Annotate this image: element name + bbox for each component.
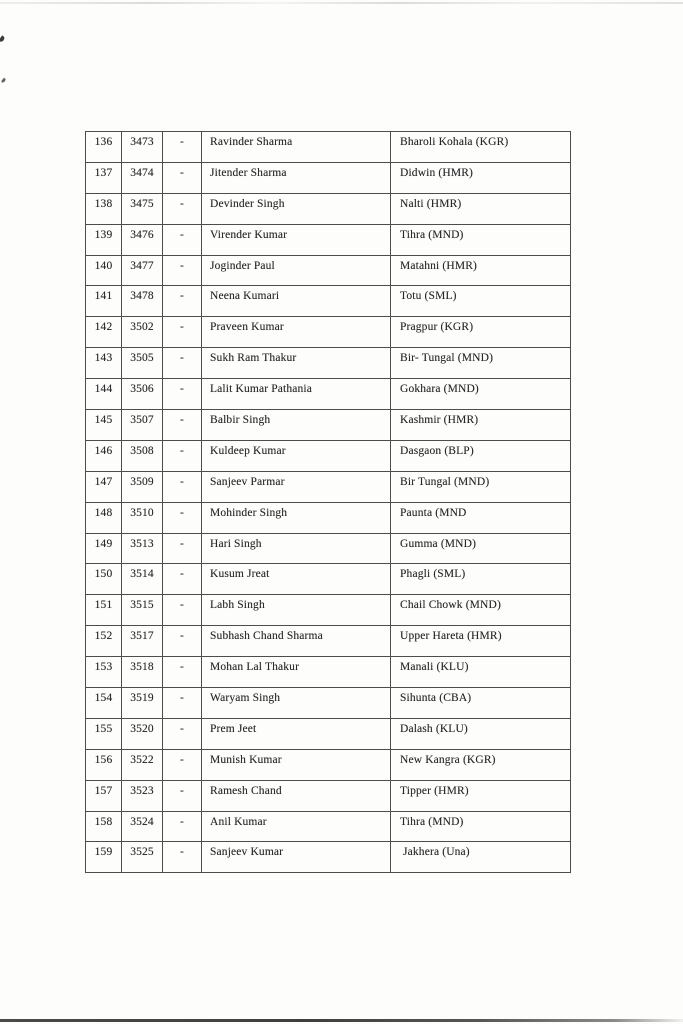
serial-number-cell: 144 xyxy=(86,379,122,410)
separator-cell: - xyxy=(163,564,202,595)
serial-number-cell: 150 xyxy=(86,564,122,595)
station-cell: Gokhara (MND) xyxy=(391,379,571,410)
station-cell: Paunta (MND xyxy=(391,502,571,533)
separator-cell: - xyxy=(163,626,202,657)
person-name-cell: Mohan Lal Thakur xyxy=(202,657,391,688)
person-name-cell: Kusum Jreat xyxy=(202,564,391,595)
roll-number-cell: 3478 xyxy=(122,286,163,317)
scan-speck xyxy=(1,78,7,84)
person-name-cell: Munish Kumar xyxy=(202,749,391,780)
table-row xyxy=(86,440,571,471)
person-name-cell: Jitender Sharma xyxy=(202,162,391,193)
table-row xyxy=(86,595,571,626)
serial-number-cell: 153 xyxy=(86,657,122,688)
roll-number-cell: 3507 xyxy=(122,410,163,441)
serial-number-cell: 155 xyxy=(86,718,122,749)
serial-number-cell: 142 xyxy=(86,317,122,348)
person-name-cell: Ramesh Chand xyxy=(202,780,391,811)
serial-number-cell: 140 xyxy=(86,255,122,286)
separator-cell: - xyxy=(163,718,202,749)
roll-number-cell: 3476 xyxy=(122,224,163,255)
serial-number-cell: 148 xyxy=(86,502,122,533)
table-body xyxy=(86,132,571,873)
station-cell: Dasgaon (BLP) xyxy=(391,440,571,471)
separator-cell: - xyxy=(163,533,202,564)
station-cell: Bir Tungal (MND) xyxy=(391,471,571,502)
separator-cell: - xyxy=(163,780,202,811)
serial-number-cell: 139 xyxy=(86,224,122,255)
serial-number-cell: 149 xyxy=(86,533,122,564)
person-name-cell: Anil Kumar xyxy=(202,811,391,842)
table-row xyxy=(86,657,571,688)
serial-number-cell: 151 xyxy=(86,595,122,626)
serial-number-cell: 152 xyxy=(86,626,122,657)
roll-number-cell: 3519 xyxy=(122,688,163,719)
separator-cell: - xyxy=(163,688,202,719)
serial-number-cell: 147 xyxy=(86,471,122,502)
separator-cell: - xyxy=(163,502,202,533)
separator-cell: - xyxy=(163,842,202,873)
scan-top-edge-smudge xyxy=(0,2,683,4)
station-cell: Bir- Tungal (MND) xyxy=(391,348,571,379)
table-row xyxy=(86,348,571,379)
station-cell: Tihra (MND) xyxy=(391,224,571,255)
station-cell: Bharoli Kohala (KGR) xyxy=(391,132,571,163)
scan-speck xyxy=(0,35,5,42)
serial-number-cell: 137 xyxy=(86,162,122,193)
roll-number-cell: 3523 xyxy=(122,780,163,811)
station-cell: Pragpur (KGR) xyxy=(391,317,571,348)
separator-cell: - xyxy=(163,255,202,286)
station-cell: Dalash (KLU) xyxy=(391,718,571,749)
table-row xyxy=(86,688,571,719)
person-name-cell: Labh Singh xyxy=(202,595,391,626)
table-row xyxy=(86,564,571,595)
station-cell: Upper Hareta (HMR) xyxy=(391,626,571,657)
station-cell: New Kangra (KGR) xyxy=(391,749,571,780)
separator-cell: - xyxy=(163,132,202,163)
roll-number-cell: 3513 xyxy=(122,533,163,564)
roll-number-cell: 3475 xyxy=(122,193,163,224)
roll-number-cell: 3525 xyxy=(122,842,163,873)
scan-bottom-edge-line xyxy=(0,1019,683,1022)
separator-cell: - xyxy=(163,811,202,842)
roll-number-cell: 3524 xyxy=(122,811,163,842)
table-row xyxy=(86,502,571,533)
table-row xyxy=(86,471,571,502)
separator-cell: - xyxy=(163,410,202,441)
separator-cell: - xyxy=(163,317,202,348)
roll-number-cell: 3520 xyxy=(122,718,163,749)
table-row xyxy=(86,286,571,317)
serial-number-cell: 136 xyxy=(86,132,122,163)
table-row xyxy=(86,132,571,163)
roll-number-cell: 3514 xyxy=(122,564,163,595)
person-name-cell: Ravinder Sharma xyxy=(202,132,391,163)
roll-number-cell: 3477 xyxy=(122,255,163,286)
person-name-cell: Sukh Ram Thakur xyxy=(202,348,391,379)
roll-number-cell: 3474 xyxy=(122,162,163,193)
station-cell: Chail Chowk (MND) xyxy=(391,595,571,626)
person-name-cell: Prem Jeet xyxy=(202,718,391,749)
person-name-cell: Hari Singh xyxy=(202,533,391,564)
serial-number-cell: 154 xyxy=(86,688,122,719)
table-row xyxy=(86,718,571,749)
person-name-cell: Subhash Chand Sharma xyxy=(202,626,391,657)
person-name-cell: Lalit Kumar Pathania xyxy=(202,379,391,410)
roll-number-cell: 3505 xyxy=(122,348,163,379)
station-cell: Tipper (HMR) xyxy=(391,780,571,811)
separator-cell: - xyxy=(163,193,202,224)
station-cell: Jakhera (Una) xyxy=(391,842,571,873)
roll-number-cell: 3509 xyxy=(122,471,163,502)
table-row xyxy=(86,811,571,842)
station-cell: Matahni (HMR) xyxy=(391,255,571,286)
separator-cell: - xyxy=(163,286,202,317)
separator-cell: - xyxy=(163,379,202,410)
station-cell: Phagli (SML) xyxy=(391,564,571,595)
separator-cell: - xyxy=(163,224,202,255)
roll-number-cell: 3506 xyxy=(122,379,163,410)
person-name-cell: Devinder Singh xyxy=(202,193,391,224)
station-cell: Nalti (HMR) xyxy=(391,193,571,224)
station-cell: Tihra (MND) xyxy=(391,811,571,842)
serial-number-cell: 141 xyxy=(86,286,122,317)
serial-number-cell: 156 xyxy=(86,749,122,780)
person-name-cell: Balbir Singh xyxy=(202,410,391,441)
table-row xyxy=(86,410,571,441)
serial-number-cell: 138 xyxy=(86,193,122,224)
table-row xyxy=(86,317,571,348)
person-name-cell: Praveen Kumar xyxy=(202,317,391,348)
table-row xyxy=(86,780,571,811)
person-name-cell: Joginder Paul xyxy=(202,255,391,286)
table-row xyxy=(86,749,571,780)
person-name-cell: Virender Kumar xyxy=(202,224,391,255)
separator-cell: - xyxy=(163,440,202,471)
station-cell: Kashmir (HMR) xyxy=(391,410,571,441)
separator-cell: - xyxy=(163,471,202,502)
roll-number-cell: 3473 xyxy=(122,132,163,163)
person-name-cell: Sanjeev Parmar xyxy=(202,471,391,502)
serial-number-cell: 157 xyxy=(86,780,122,811)
table-row xyxy=(86,379,571,410)
station-cell: Totu (SML) xyxy=(391,286,571,317)
roll-number-cell: 3522 xyxy=(122,749,163,780)
person-name-cell: Mohinder Singh xyxy=(202,502,391,533)
person-name-cell: Neena Kumari xyxy=(202,286,391,317)
table-row xyxy=(86,626,571,657)
table-row xyxy=(86,193,571,224)
table-row xyxy=(86,162,571,193)
separator-cell: - xyxy=(163,657,202,688)
table-row xyxy=(86,842,571,873)
personnel-roster-table xyxy=(85,131,571,873)
serial-number-cell: 143 xyxy=(86,348,122,379)
separator-cell: - xyxy=(163,162,202,193)
person-name-cell: Waryam Singh xyxy=(202,688,391,719)
serial-number-cell: 159 xyxy=(86,842,122,873)
table-row xyxy=(86,224,571,255)
separator-cell: - xyxy=(163,348,202,379)
station-cell: Manali (KLU) xyxy=(391,657,571,688)
table-row xyxy=(86,255,571,286)
separator-cell: - xyxy=(163,749,202,780)
roll-number-cell: 3510 xyxy=(122,502,163,533)
person-name-cell: Sanjeev Kumar xyxy=(202,842,391,873)
roll-number-cell: 3508 xyxy=(122,440,163,471)
station-cell: Didwin (HMR) xyxy=(391,162,571,193)
table-row xyxy=(86,533,571,564)
serial-number-cell: 145 xyxy=(86,410,122,441)
person-name-cell: Kuldeep Kumar xyxy=(202,440,391,471)
station-cell: Gumma (MND) xyxy=(391,533,571,564)
station-cell: Sihunta (CBA) xyxy=(391,688,571,719)
separator-cell: - xyxy=(163,595,202,626)
roll-number-cell: 3502 xyxy=(122,317,163,348)
serial-number-cell: 146 xyxy=(86,440,122,471)
serial-number-cell: 158 xyxy=(86,811,122,842)
roll-number-cell: 3515 xyxy=(122,595,163,626)
roll-number-cell: 3518 xyxy=(122,657,163,688)
roll-number-cell: 3517 xyxy=(122,626,163,657)
